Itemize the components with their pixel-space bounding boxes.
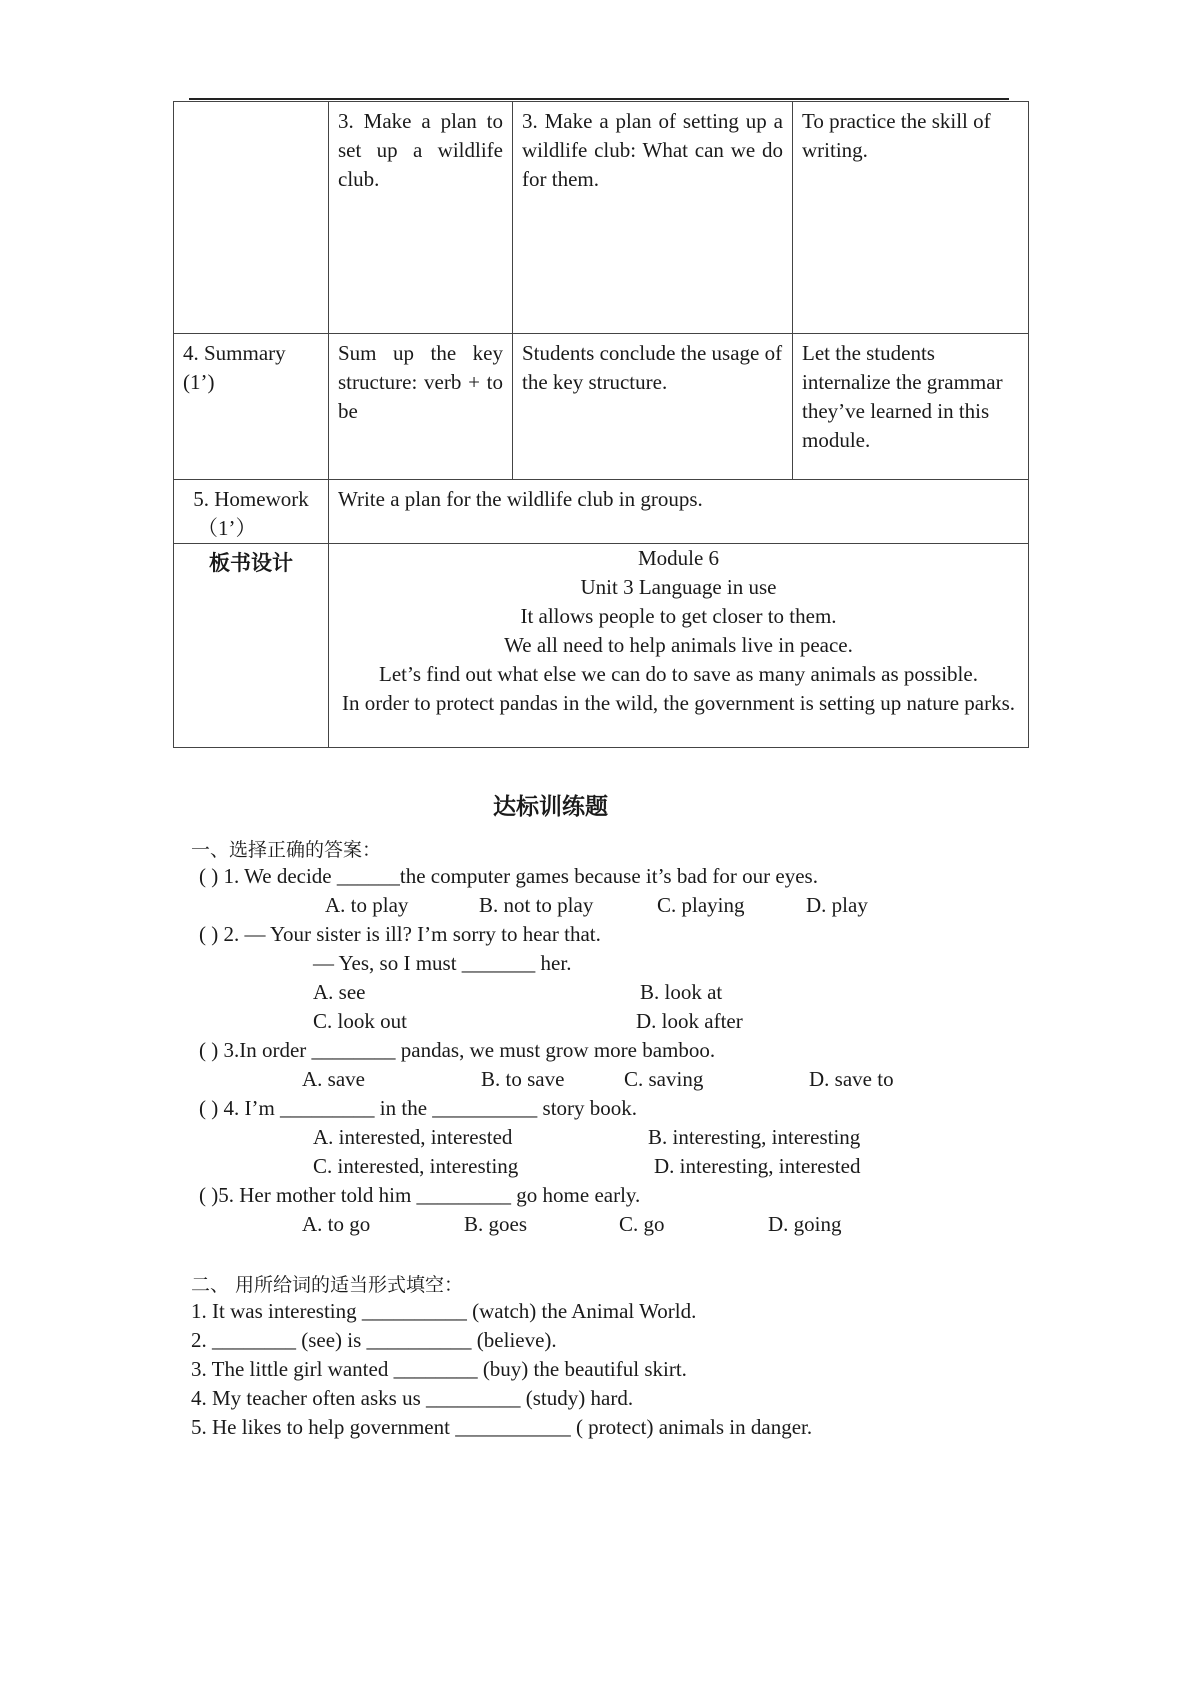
q4-option-a: A. interested, interested	[313, 1125, 513, 1149]
step-cell	[174, 102, 329, 334]
table-top-rule	[189, 98, 1009, 100]
q5-option-d: D. going	[768, 1212, 842, 1236]
homework-content-cell: Write a plan for the wildlife club in groups.	[329, 480, 1029, 544]
q1-option-d: D. play	[806, 893, 868, 917]
board-line: Unit 3 Language in use	[580, 575, 777, 599]
board-line: Module 6	[637, 546, 720, 570]
part1-heading: 一、选择正确的答案：	[191, 839, 382, 861]
exercise-title: 达标训练题	[493, 794, 608, 820]
fill-in-item: 1. It was interesting __________ (watch) the Animal World.	[191, 1299, 697, 1323]
purpose-cell: Let the students internalize the grammar they’ve learned in this module.	[793, 334, 1029, 480]
q4-option-d: D. interesting, interested	[654, 1154, 861, 1178]
q2-option-a: A. see	[313, 980, 366, 1004]
homework-step-time: （1’）	[197, 516, 257, 540]
board-line: It allows people to get closer to them.	[520, 604, 837, 628]
q3-option-d: D. save to	[809, 1067, 894, 1091]
board-design-row	[174, 544, 1029, 748]
board-design-title: 板书设计	[174, 544, 329, 748]
board-design-content	[329, 544, 1029, 748]
fill-in-item: 5. He likes to help government ___________ ( protect) animals in danger.	[191, 1415, 813, 1439]
step-cell: 4. Summary (1’)	[174, 334, 329, 480]
part2-heading: 二、 用所给词的适当形式填空：	[191, 1274, 464, 1296]
fill-in-item: 4. My teacher often asks us _________ (study) hard.	[191, 1386, 634, 1410]
teacher-activity-cell: 3. Make a plan to set up a wildlife club.	[329, 102, 513, 334]
q2-option-b: B. look at	[640, 980, 723, 1004]
q5-option-a: A. to go	[302, 1212, 371, 1236]
q1-option-b: B. not to play	[479, 893, 594, 917]
board-line: We all need to help animals live in peace.	[504, 633, 853, 657]
q5-option-c: C. go	[619, 1212, 665, 1236]
table-row	[174, 102, 1029, 334]
student-activity-cell: 3. Make a plan of setting up a wildlife club: What can we do for them.	[513, 102, 793, 334]
q1-option-a: A. to play	[325, 893, 409, 917]
question-4-stem: ( ) 4. I’m _________ in the __________ story book.	[199, 1096, 638, 1120]
lesson-plan-table	[173, 101, 1029, 748]
homework-step-label: 5. Homework	[193, 487, 309, 511]
question-1-stem: ( ) 1. We decide ______the computer games because it’s bad for our eyes.	[199, 864, 818, 888]
q2-option-d: D. look after	[636, 1009, 743, 1033]
q1-option-c: C. playing	[657, 893, 745, 917]
q3-option-b: B. to save	[481, 1067, 565, 1091]
board-line: Let’s find out what else we can do to save as many animals as possible.	[379, 662, 978, 686]
fill-in-item: 2. ________ (see) is __________ (believe).	[191, 1328, 557, 1352]
homework-step-cell	[174, 480, 329, 544]
board-line: In order to protect pandas in the wild, the government is setting up nature parks.	[342, 691, 1015, 715]
table-row	[174, 334, 1029, 480]
student-activity-cell: Students conclude the usage of the key structure.	[513, 334, 793, 480]
question-5-stem: ( )5. Her mother told him _________ go home early.	[199, 1183, 641, 1207]
q2-option-c: C. look out	[313, 1009, 407, 1033]
q4-option-b: B. interesting, interesting	[648, 1125, 861, 1149]
q4-option-c: C. interested, interesting	[313, 1154, 519, 1178]
question-3-stem: ( ) 3.In order ________ pandas, we must grow more bamboo.	[199, 1038, 716, 1062]
question-2-reply: — Yes, so I must _______ her.	[313, 951, 572, 975]
q3-option-c: C. saving	[624, 1067, 704, 1091]
purpose-cell: To practice the skill of writing.	[793, 102, 1029, 334]
q3-option-a: A. save	[302, 1067, 365, 1091]
q5-option-b: B. goes	[464, 1212, 527, 1236]
question-2-stem: ( ) 2. — Your sister is ill? I’m sorry to hear that.	[199, 922, 601, 946]
homework-row	[174, 480, 1029, 544]
fill-in-item: 3. The little girl wanted ________ (buy) the beautiful skirt.	[191, 1357, 687, 1381]
teacher-activity-cell: Sum up the key structure: verb + to be	[329, 334, 513, 480]
